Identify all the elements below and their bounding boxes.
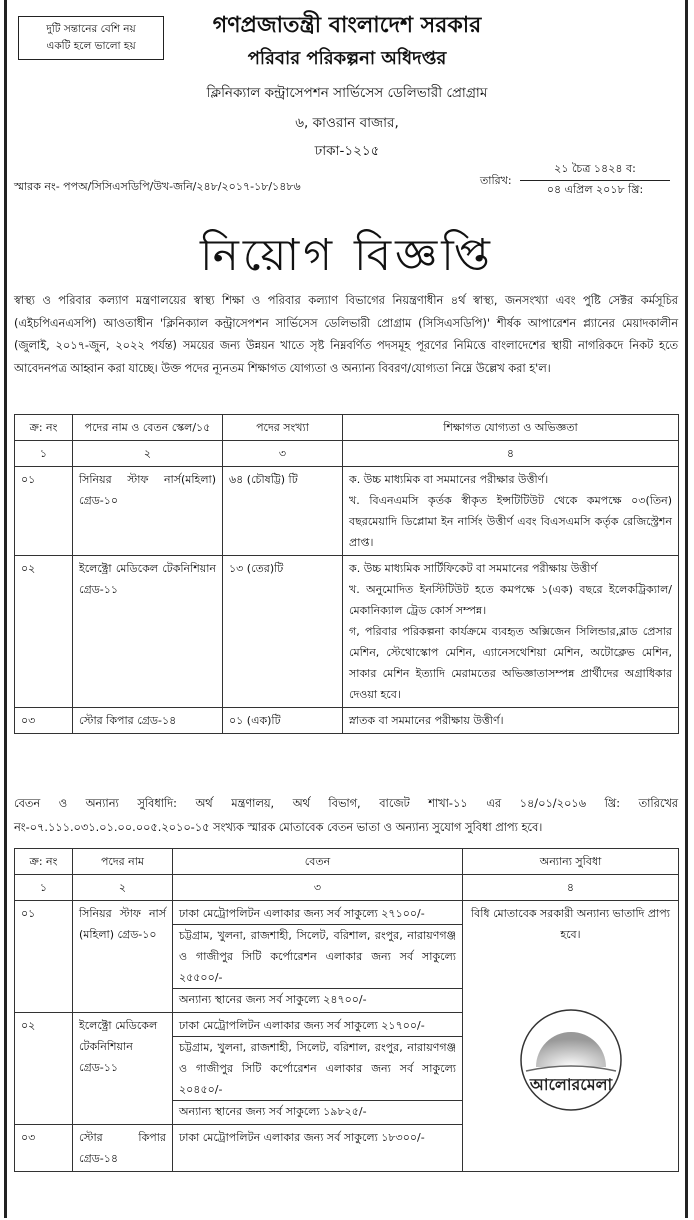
qualification-item: ক. উচ্চ মাধ্যমিক বা সমমানের পরীক্ষার উত্তীর্ণ। bbox=[349, 473, 549, 486]
serial-cell: ০৩ bbox=[15, 1125, 73, 1172]
govt-title: গণপ্রজাতন্ত্রী বাংলাদেশ সরকার bbox=[212, 13, 482, 38]
pay-item: অন্যান্য স্থানের জন্য সর্ব সাকুল্যে ১৯৮২৫/- bbox=[173, 1100, 462, 1122]
header-cell: পদের নাম ও বেতন স্কেল/১৫ bbox=[73, 415, 223, 441]
pay-item: ঢাকা মেট্রোপলিটন এলাকার জন্য সর্ব সাকুল্যে ২৭১০০/- bbox=[179, 907, 425, 920]
slogan-line-2: একটি হলে ভালো হয় bbox=[46, 40, 136, 52]
qualification-cell bbox=[343, 467, 679, 556]
date-bangla: ২১ চৈত্র ১৪২৪ ব: bbox=[520, 160, 670, 181]
salary-table bbox=[14, 848, 679, 1172]
index-cell: ২ bbox=[73, 441, 223, 467]
table-row bbox=[15, 901, 679, 1013]
header-cell: ক্র: নং bbox=[15, 849, 73, 875]
table-row bbox=[15, 708, 679, 734]
pay-item: ঢাকা মেট্রোপলিটন এলাকার জন্য সর্ব সাকুল্যে ২১৭০০/- bbox=[179, 1019, 425, 1032]
qualification-item: খ. অনুমোদিত ইনস্টিটিউট হতে কমপক্ষে ১(এক) বছরে ইলেকট্রিক্যাল/ মেকানিক্যাল ট্রেড কোর্স সম্পন্ন। bbox=[349, 583, 672, 617]
index-cell: ২ bbox=[73, 875, 173, 901]
qualification-cell bbox=[343, 556, 679, 708]
qualification-item: খ. বিএনএমসি কৃর্তক স্বীকৃত ইন্সটিটিউট থেকে কমপক্ষে ০৩(তিন) বছরমেয়াদি ডিপ্লোমা ইন নার্সিং উত্তীর্ণ এবং বিএসএমসি কর্তৃক রেজিস্ট্রেশন প্রাপ্ত। bbox=[349, 494, 672, 549]
logo-text: আলোরমেলা bbox=[529, 1075, 612, 1094]
table-row bbox=[15, 467, 679, 556]
table-index-row bbox=[15, 875, 679, 901]
date-label: তারিখ: bbox=[480, 174, 512, 187]
pay-cell bbox=[173, 1013, 463, 1125]
pay-cell bbox=[173, 901, 463, 1013]
serial-cell: ০২ bbox=[15, 1013, 73, 1125]
index-cell: ৪ bbox=[343, 441, 679, 467]
qualification-item: গ, পরিবার পরিকল্পনা কার্যক্রমে ব্যবহৃত অক্সিজেন সিলিন্ডার,ব্লাড প্রেসার মেশিন, স্টেথোস্কোপ মেশিন, এ্যানেসথেশিয়া মেশিন, অটোক্লেভ মেশিন, সাকার মেশিন ইত্যাদি মেরামতের অভিজ্ঞাতাসম্পন্ন প্রার্থীদের অগ্রাধিকার দেওয়া হবে। bbox=[349, 625, 672, 701]
post-cell: সিনিয়র স্টাফ নার্স (মহিলা) গ্রেড-১০ bbox=[73, 901, 173, 1013]
table-row bbox=[15, 556, 679, 708]
header-cell: শিক্ষাগত যোগ্যতা ও অভিজ্ঞতা bbox=[343, 415, 679, 441]
pay-cell: ঢাকা মেট্রোপলিটন এলাকার জন্য সর্ব সাকুল্যে ১৮৩০০/- bbox=[173, 1125, 463, 1172]
directorate-title: পরিবার পরিকল্পনা অধিদপ্তর bbox=[247, 48, 447, 69]
post-cell: ইলেক্ট্রো মেডিকেল টেকনিশিয়ান গ্রেড-১১ bbox=[73, 1013, 173, 1125]
memo-number: স্মারক নং- পপঅ/সিসিএসডিপি/উখ-জনি/২৪৮/২০১৭-১৮/১৪৮৬ bbox=[14, 180, 301, 193]
header-cell: ক্র: নং bbox=[15, 415, 73, 441]
date-english: ০৪ এপ্রিল ২০১৮ খ্রি: bbox=[546, 183, 644, 196]
index-cell: ৩ bbox=[223, 441, 343, 467]
serial-cell: ০১ bbox=[15, 901, 73, 1013]
count-cell: ০১ (এক)টি bbox=[223, 708, 343, 734]
post-cell: স্টোর কিপার গ্রেড-১৪ bbox=[73, 1125, 173, 1172]
serial-cell: ০৩ bbox=[15, 708, 73, 734]
program-name: ক্লিনিক্যাল কন্ট্রাসেপশন সার্ভিসেস ডেলিভারী প্রোগ্রাম bbox=[206, 85, 488, 101]
qualification-cell: স্নাতক বা সমমানের পরীক্ষায় উত্তীর্ণ। bbox=[343, 708, 679, 734]
notice-title: নিয়োগ বিজ্ঞপ্তি bbox=[200, 230, 494, 281]
serial-cell: ০১ bbox=[15, 467, 73, 556]
index-cell: ১ bbox=[15, 875, 73, 901]
alormela-logo-icon bbox=[516, 1005, 626, 1115]
index-cell: ১ bbox=[15, 441, 73, 467]
post-cell: ইলেক্ট্রো মেডিকেল টেকনিশিয়ান গ্রেড-১১ bbox=[73, 556, 223, 708]
qualification-table bbox=[14, 414, 679, 734]
pay-item: অন্যান্য স্থানের জন্য সর্ব সাকুল্যে ২৪৭০০/- bbox=[173, 988, 462, 1010]
post-cell: সিনিয়র স্টাফ নার্স(মহিলা) গ্রেড-১০ bbox=[73, 467, 223, 556]
table-header-row bbox=[15, 415, 679, 441]
count-cell: ৬৪ (চৌষট্টি) টি bbox=[223, 467, 343, 556]
intro-paragraph: স্বাস্থ্য ও পরিবার কল্যাণ মন্ত্রণালয়ের স্বাস্থ্য শিক্ষা ও পরিবার কল্যাণ বিভাগের নিয়ন্ত্রণাধীন ৪র্থ স্বাস্থ্য, জনসংখ্যা এবং পুষ্টি সেক্টর কর্মসূচির (এইচপিএনএসপি) আওতাধীন 'ক্লিনিক্যাল কন্ট্রাসেপশন সার্ভিসেস ডেলিভারী প্রোগ্রাম (সিসিএসডিপি)' শীর্ষক আপারেশন প্ল্যানের মেয়াদকালীন (জুলাই, ২০১৭-জুন, ২০২২ পর্যন্ত) সময়ের জন্য উন্নয়ন খাতে সৃষ্ট নিম্নবর্ণিত পদসমূহ পূরণের নিমিত্তে বাংলাদেশের স্থায়ী নাগরিকদে নিকট হতে আবেদনপত্র আহ্বান করা যাচ্ছে। উক্ত পদের ন্যূনতম শিক্ষাগত যোগ্যতা ও অন্যান্য বিবরণ/যোগ্যতা নিম্নে উল্লেখ করা হ'ল। bbox=[14, 294, 678, 375]
header-cell: পদের নাম bbox=[73, 849, 173, 875]
benefit-cell bbox=[463, 901, 679, 1172]
benefit-text: বিধি মোতাবেক সরকারী অন্যান্য ভাতাদি প্রাপ্য হবে। bbox=[471, 907, 670, 941]
salary-note: বেতন ও অন্যান্য সুবিধাদি: অর্থ মন্ত্রণালয়, অর্থ বিভাগ, বাজেট শাখা-১১ এর ১৪/০১/২০১৬ খ্রি: তারিখের নং-০৭.১১১.০৩১.০১.০০.০০৫.২০১০-১৫ সংখ্যক স্মারক মোতাবেক বেতন ভাতা ও অন্যান্য সুযোগ সুবিধা প্রাপ্য হবে। bbox=[14, 797, 678, 834]
header-cell: অন্যান্য সুবিধা bbox=[463, 849, 679, 875]
header-cell: বেতন bbox=[173, 849, 463, 875]
address-line-1: ৬, কাওরান বাজার, bbox=[295, 115, 399, 131]
post-cell: স্টোর কিপার গ্রেড-১৪ bbox=[73, 708, 223, 734]
table-header-row bbox=[15, 849, 679, 875]
pay-item: চট্টগ্রাম, খুলনা, রাজশাহী, সিলেট, বরিশাল, রংপুর, নারায়ণগঞ্জ ও গাজীপুর সিটি কর্পোরেশন এলাকার জন্য সর্ব সাকুল্যে ২০৪৫০/- bbox=[173, 1036, 462, 1100]
address-line-2: ঢাকা-১২১৫ bbox=[314, 143, 380, 159]
table-index-row bbox=[15, 441, 679, 467]
slogan-line-1: দুটি সন্তানের বেশি নয় bbox=[46, 23, 136, 35]
index-cell: ৩ bbox=[173, 875, 463, 901]
header-cell: পদের সংখ্যা bbox=[223, 415, 343, 441]
count-cell: ১৩ (তের)টি bbox=[223, 556, 343, 708]
serial-cell: ০২ bbox=[15, 556, 73, 708]
pay-item: চট্টগ্রাম, খুলনা, রাজশাহী, সিলেট, বরিশাল, রংপুর, নারায়ণগঞ্জ ও গাজীপুর সিটি কর্পোরেশন এলাকার জন্য সর্ব সাকুল্যে ২৫৫০০/- bbox=[173, 924, 462, 988]
index-cell: ৪ bbox=[463, 875, 679, 901]
qualification-item: ক. উচ্চ মাধ্যমিক সার্টিফিকেট বা সমমানের পরীক্ষায় উত্তীর্ণ bbox=[349, 562, 598, 575]
